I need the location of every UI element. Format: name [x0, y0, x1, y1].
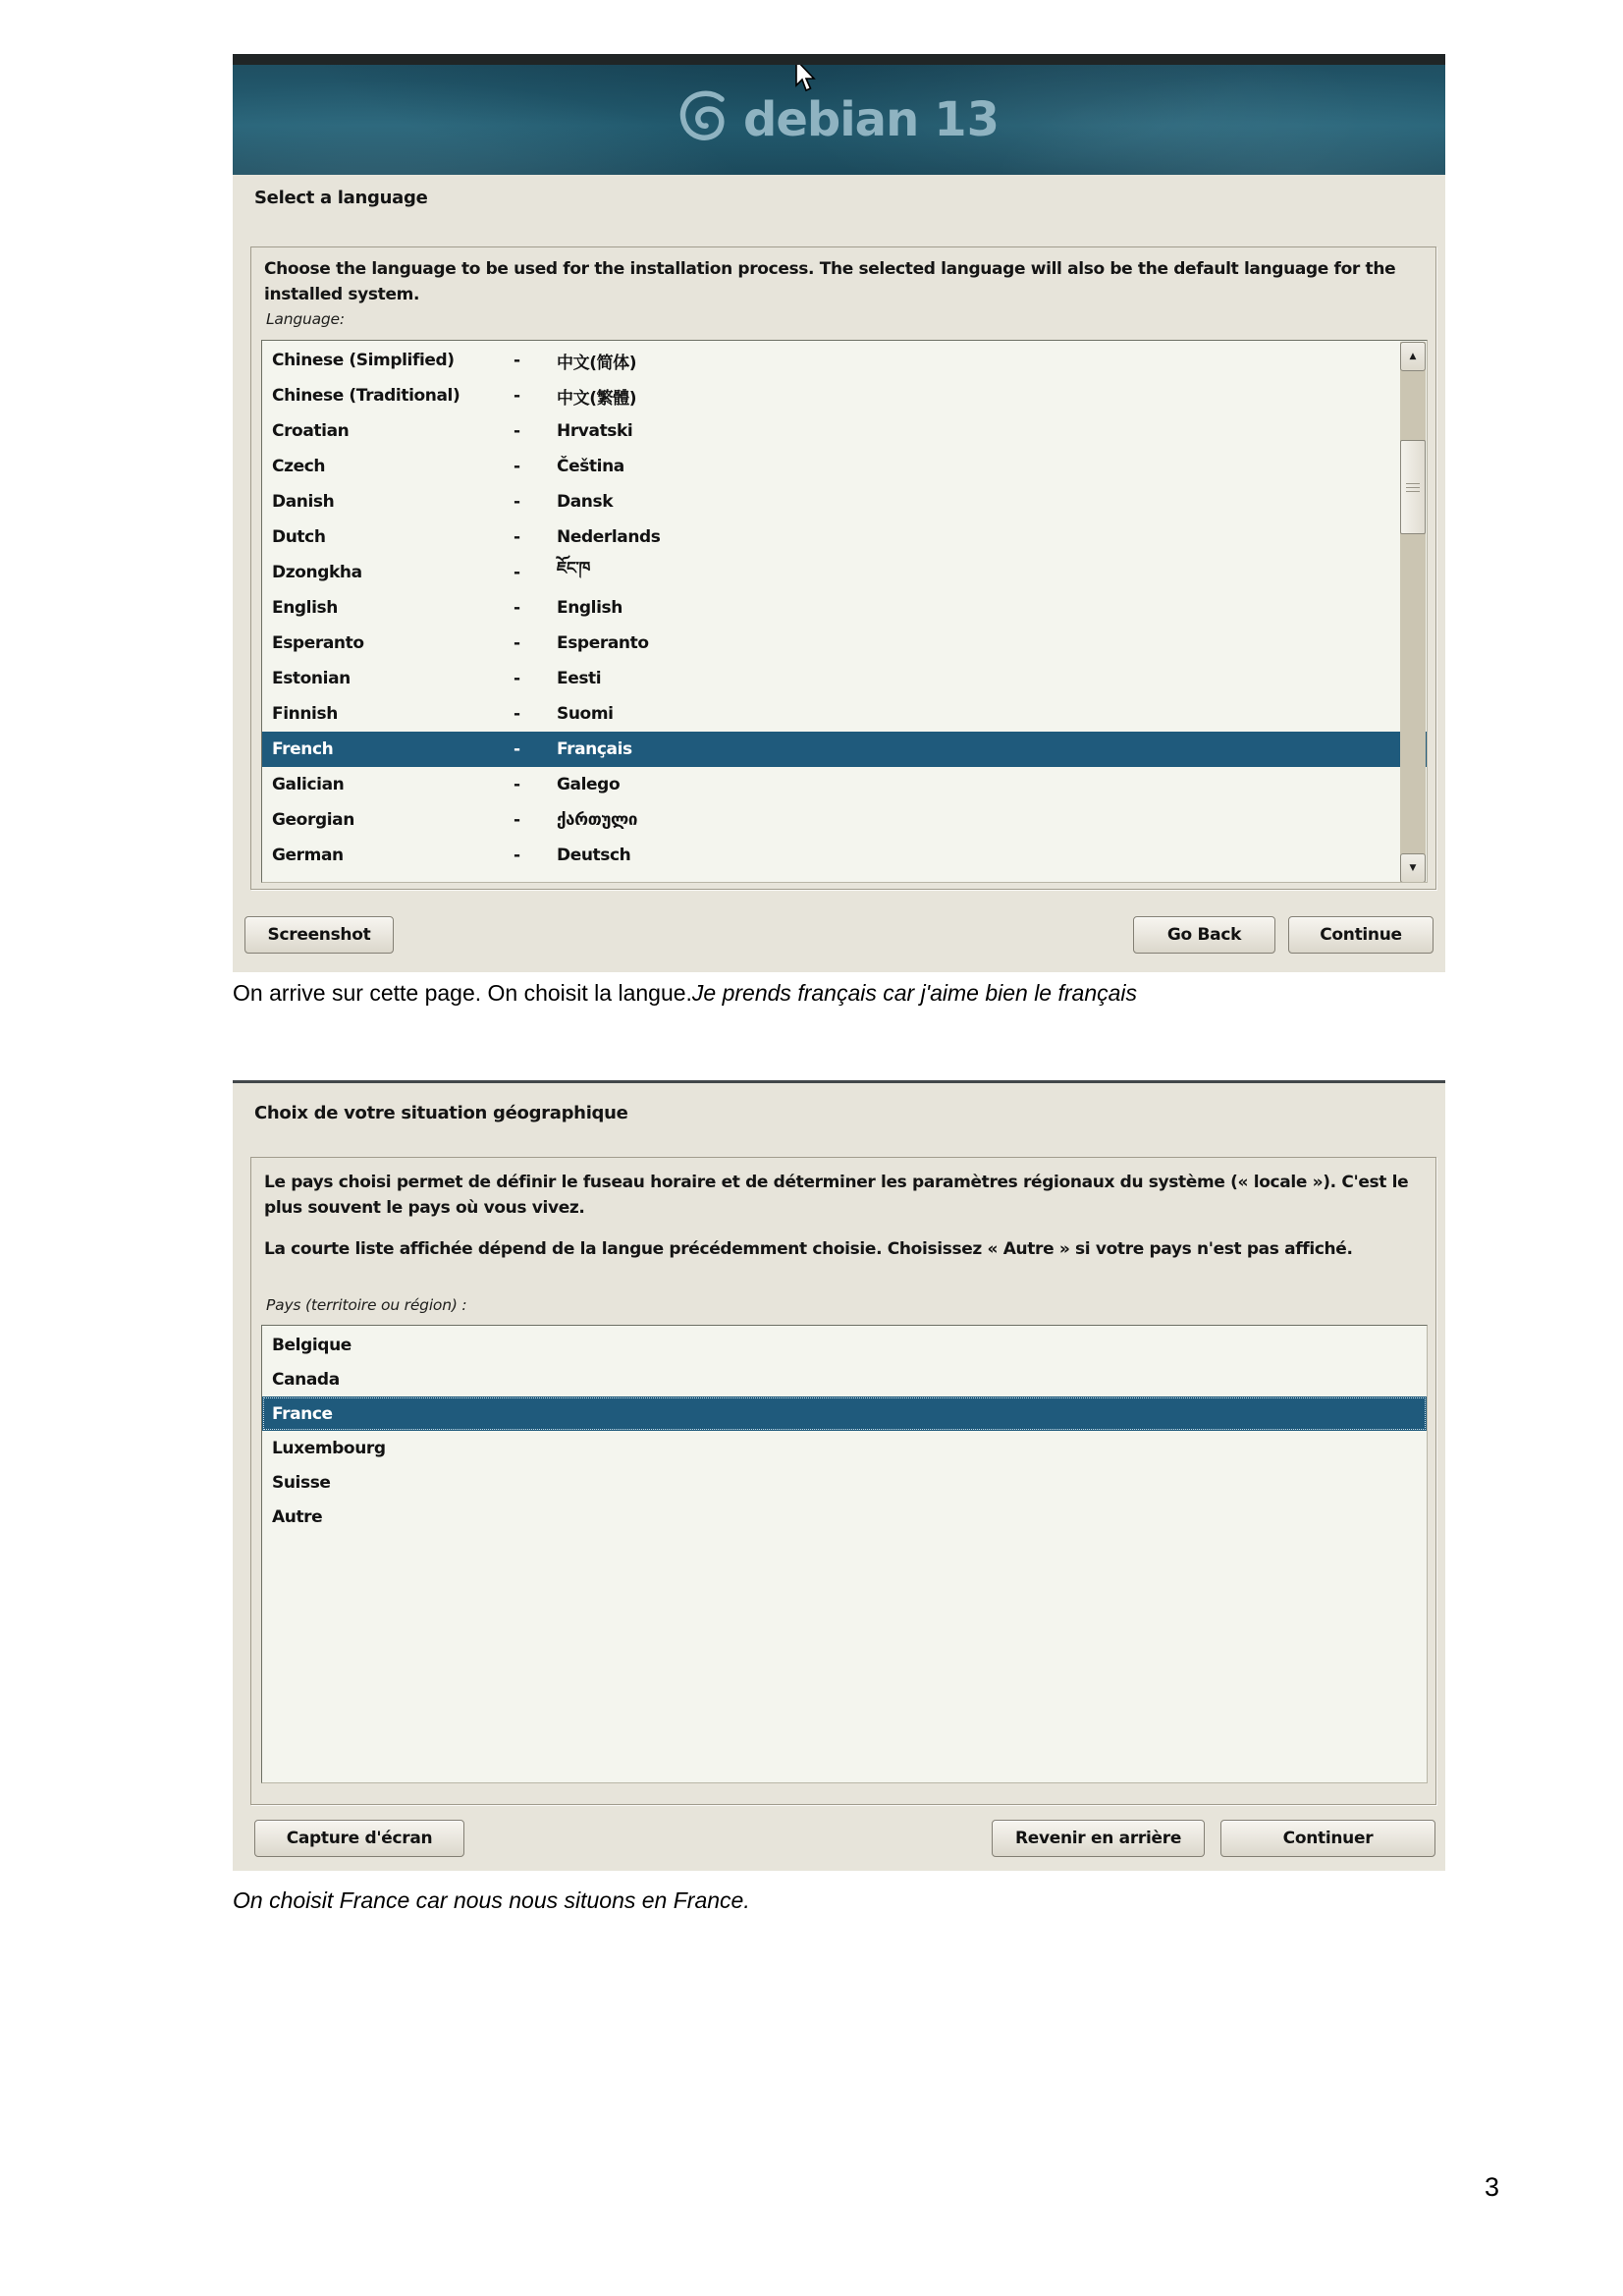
language-row[interactable]: Galician - Galego — [272, 775, 621, 794]
scroll-down-icon[interactable]: ▼ — [1400, 853, 1426, 883]
continue-button[interactable]: Continue — [1288, 916, 1434, 954]
language-row[interactable]: German - Deutsch — [272, 846, 631, 865]
language-row[interactable]: Dzongkha - ཇོང་ཁ — [272, 559, 591, 582]
caption-italic-part: Je prends français car j'aime bien le français — [691, 980, 1138, 1006]
go-back-button[interactable]: Go Back — [1133, 916, 1275, 954]
language-row[interactable]: Czech - Čeština — [272, 457, 624, 476]
country-row[interactable]: Autre — [272, 1506, 323, 1527]
debian-version: 13 — [934, 92, 1001, 147]
language-row[interactable]: Estonian - Eesti — [272, 669, 602, 688]
language-row[interactable]: Dutch - Nederlands — [272, 527, 661, 547]
screenshot-button[interactable]: Screenshot — [244, 916, 394, 954]
go-back-button-fr[interactable]: Revenir en arrière — [992, 1820, 1205, 1857]
debian-logo — [233, 65, 1445, 175]
language-row[interactable]: Croatian - Hrvatski — [272, 421, 633, 441]
continue-button-fr[interactable]: Continuer — [1220, 1820, 1435, 1857]
language-field-label: Language: — [266, 310, 345, 328]
language-row[interactable]: English - English — [272, 598, 622, 618]
caption-language-choice — [233, 980, 1470, 1007]
mouse-cursor-icon — [793, 65, 817, 98]
screen1-description: Choose the language to be used for the installation process. The selected language will also be the default language for the installed system. — [264, 259, 1396, 304]
debian-swirl-icon — [678, 90, 730, 149]
installer-screenshot-country — [233, 1080, 1445, 1871]
screen2-description-1: Le pays choisi permet de définir le fuseau horaire et de déterminer les paramètres régionaux du système (« locale »). C'est le plus souvent le pays où vous vivez. — [264, 1173, 1409, 1218]
page-number: 3 — [1485, 2172, 1500, 2202]
language-row[interactable]: Chinese (Simplified) - 中文(简体) — [272, 351, 637, 373]
language-list[interactable] — [261, 340, 1428, 883]
language-row-selected[interactable]: French - Français — [262, 732, 1427, 767]
screen2-frame — [250, 1157, 1436, 1805]
country-list[interactable] — [261, 1325, 1428, 1783]
country-row[interactable]: Belgique — [272, 1335, 352, 1355]
language-row[interactable]: Esperanto - Esperanto — [272, 633, 649, 653]
country-field-label: Pays (territoire ou région) : — [266, 1296, 467, 1314]
country-row[interactable]: Suisse — [272, 1472, 331, 1493]
language-row[interactable]: Georgian - ქართული — [272, 810, 638, 830]
screenshot-button-fr[interactable]: Capture d'écran — [254, 1820, 464, 1857]
screen1-frame — [250, 246, 1436, 890]
banner-top-strip — [233, 54, 1445, 65]
country-row[interactable]: Canada — [272, 1369, 340, 1390]
screen2-description-2: La courte liste affichée dépend de la langue précédemment choisie. Choisissez « Autre » si votre pays n'est pas affiché. — [264, 1239, 1353, 1259]
scrollbar-thumb[interactable] — [1400, 440, 1426, 534]
scroll-up-icon[interactable]: ▲ — [1400, 342, 1426, 371]
country-row-selected[interactable]: France — [262, 1396, 1427, 1431]
caption-regular-part: On arrive sur cette page. On choisit la langue. — [233, 980, 692, 1006]
debian-banner — [233, 65, 1445, 175]
country-row[interactable]: Luxembourg — [272, 1438, 386, 1458]
language-row[interactable]: Danish - Dansk — [272, 492, 614, 512]
caption-country-choice: On choisit France car nous nous situons en France. — [233, 1887, 750, 1913]
screen2-title: Choix de votre situation géographique — [254, 1103, 628, 1123]
vertical-scrollbar[interactable] — [1400, 342, 1426, 883]
language-row[interactable]: Finnish - Suomi — [272, 704, 614, 724]
debian-wordmark: debian — [742, 92, 919, 147]
installer-screenshot-language — [233, 54, 1445, 972]
language-row[interactable]: Chinese (Traditional) - 中文(繁體) — [272, 386, 637, 409]
screen1-title: Select a language — [254, 188, 428, 208]
